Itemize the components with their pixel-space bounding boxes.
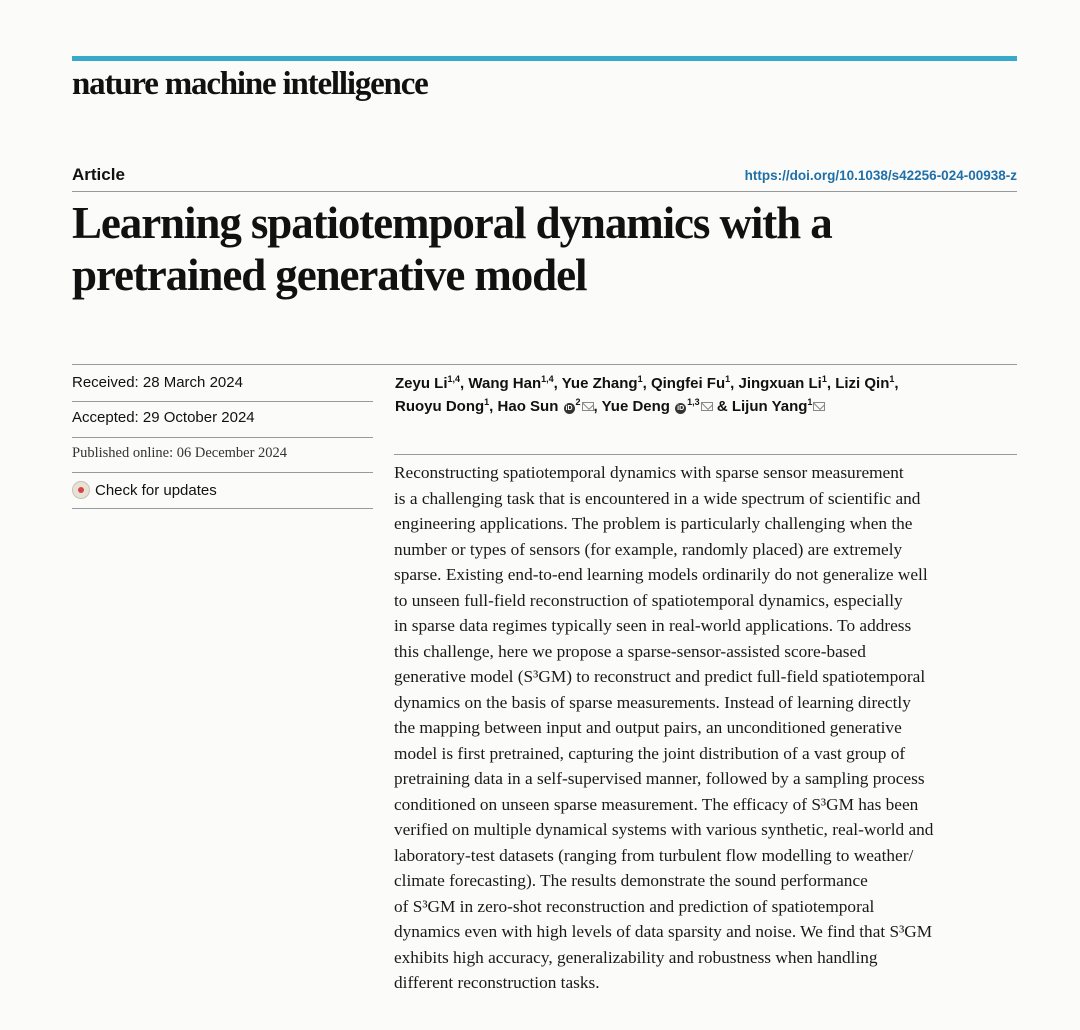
author-separator: ,: [642, 375, 651, 392]
affiliation: 1,4: [447, 374, 461, 384]
affiliation: 1: [821, 374, 827, 384]
author-name[interactable]: Lizi Qin: [835, 375, 890, 392]
affiliation: 2: [575, 397, 581, 407]
author-list: [395, 372, 1015, 418]
author-separator: ,: [460, 375, 469, 392]
author-separator: ,: [894, 375, 899, 392]
meta-divider: [72, 437, 373, 438]
title-line: Learning spatiotemporal dynamics with a: [72, 198, 832, 248]
journal-name[interactable]: nature machine intelligence: [72, 66, 428, 102]
article-type: Article: [72, 165, 125, 184]
abstract-line: pretraining data in a self-supervised manner, followed by a sampling process: [394, 769, 925, 788]
author-separator: ,: [730, 375, 739, 392]
received-date: Received: 28 March 2024: [72, 374, 243, 391]
meta-divider: [72, 401, 373, 402]
author-name[interactable]: Yue Deng: [601, 398, 670, 415]
abstract-divider: [394, 454, 1017, 455]
abstract-line: is a challenging task that is encountered in a wide spectrum of scientific and: [394, 488, 921, 508]
author-name[interactable]: Zeyu Li: [395, 375, 448, 392]
orcid-icon[interactable]: iD: [677, 405, 685, 412]
abstract-line: to unseen full-field reconstruction of spatiotemporal dynamics, especially: [394, 590, 903, 610]
author-name[interactable]: Hao Sun: [497, 398, 559, 415]
abstract-line: of S³GM in zero-shot reconstruction and prediction of spatiotemporal: [394, 896, 875, 916]
header-divider: [72, 191, 1017, 192]
affiliation: 1: [484, 397, 490, 407]
article-title: [72, 197, 1017, 301]
abstract-line: dynamics on the basis of sparse measurements. Instead of learning directly: [394, 692, 911, 712]
published-date: Published online: 06 December 2024: [72, 445, 288, 461]
author-separator: ,: [489, 398, 498, 415]
abstract-line: conditioned on unseen sparse measurement. The efficacy of S³GM has been: [394, 794, 919, 814]
author-name[interactable]: Lijun Yang: [731, 398, 808, 415]
abstract-line: number or types of sensors (for example, randomly placed) are extremely: [394, 539, 903, 559]
author-line: [395, 372, 1015, 395]
abstract: [394, 460, 1019, 996]
abstract-line: in sparse data regimes typically seen in real-world applications. To address: [394, 616, 912, 635]
email-icon[interactable]: [701, 402, 713, 411]
accepted-date: Accepted: 29 October 2024: [72, 409, 255, 426]
abstract-line: climate forecasting). The results demonstrate the sound performance: [394, 871, 868, 890]
author-name[interactable]: Ruoyu Dong: [395, 398, 485, 415]
abstract-line: generative model (S³GM) to reconstruct and predict full-field spatiotemporal: [394, 667, 926, 686]
affiliation: 1: [637, 374, 643, 384]
author-separator: &: [712, 398, 732, 415]
email-icon[interactable]: [813, 402, 825, 411]
author-name[interactable]: Jingxuan Li: [738, 375, 822, 392]
abstract-line: the mapping between input and output pairs, an unconditioned generative: [394, 718, 902, 737]
abstract-line: dynamics even with high levels of data sparsity and noise. We find that S³GM: [394, 922, 933, 941]
abstract-line: verified on multiple dynamical systems with various synthetic, real-world and: [394, 820, 934, 839]
author-separator: ,: [553, 375, 562, 392]
affiliation: 1: [725, 374, 731, 384]
meta-divider: [72, 472, 373, 473]
abstract-line: sparse. Existing end-to-end learning models ordinarily do not generalize well: [394, 565, 928, 584]
check-updates-label: Check for updates: [95, 481, 217, 499]
abstract-line: exhibits high accuracy, generalizability and robustness when handling: [394, 947, 878, 967]
email-icon[interactable]: [582, 402, 594, 411]
author-name[interactable]: Qingfei Fu: [650, 375, 726, 392]
author-name[interactable]: Yue Zhang: [561, 375, 638, 392]
affiliation: 1,4: [541, 374, 554, 384]
author-separator: ,: [593, 398, 602, 415]
orcid-icon[interactable]: iD: [565, 405, 573, 412]
check-for-updates-button[interactable]: [72, 481, 217, 499]
journal-accent-bar: [72, 56, 1017, 61]
author-line: [395, 395, 1015, 418]
abstract-line: different reconstruction tasks.: [394, 973, 600, 992]
section-divider: [72, 364, 1017, 365]
abstract-line: laboratory-test datasets (ranging from turbulent flow modelling to weather/: [394, 845, 914, 865]
affiliation: 1: [807, 397, 813, 407]
affiliation: 1: [889, 374, 895, 384]
author-name[interactable]: Wang Han: [468, 375, 542, 392]
author-separator: ,: [826, 375, 836, 392]
meta-divider: [72, 508, 373, 509]
abstract-line: this challenge, here we propose a sparse-sensor-assisted score-based: [394, 641, 866, 661]
title-line: pretrained generative model: [72, 250, 587, 300]
doi-link[interactable]: https://doi.org/10.1038/s42256-024-00938-z: [744, 168, 1017, 183]
check-updates-icon: [72, 481, 90, 499]
abstract-line: model is first pretrained, capturing the joint distribution of a vast group of: [394, 743, 906, 763]
abstract-line: engineering applications. The problem is particularly challenging when the: [394, 514, 913, 533]
affiliation: 1,3: [687, 397, 700, 407]
abstract-line: Reconstructing spatiotemporal dynamics with sparse sensor measurement: [394, 463, 904, 482]
